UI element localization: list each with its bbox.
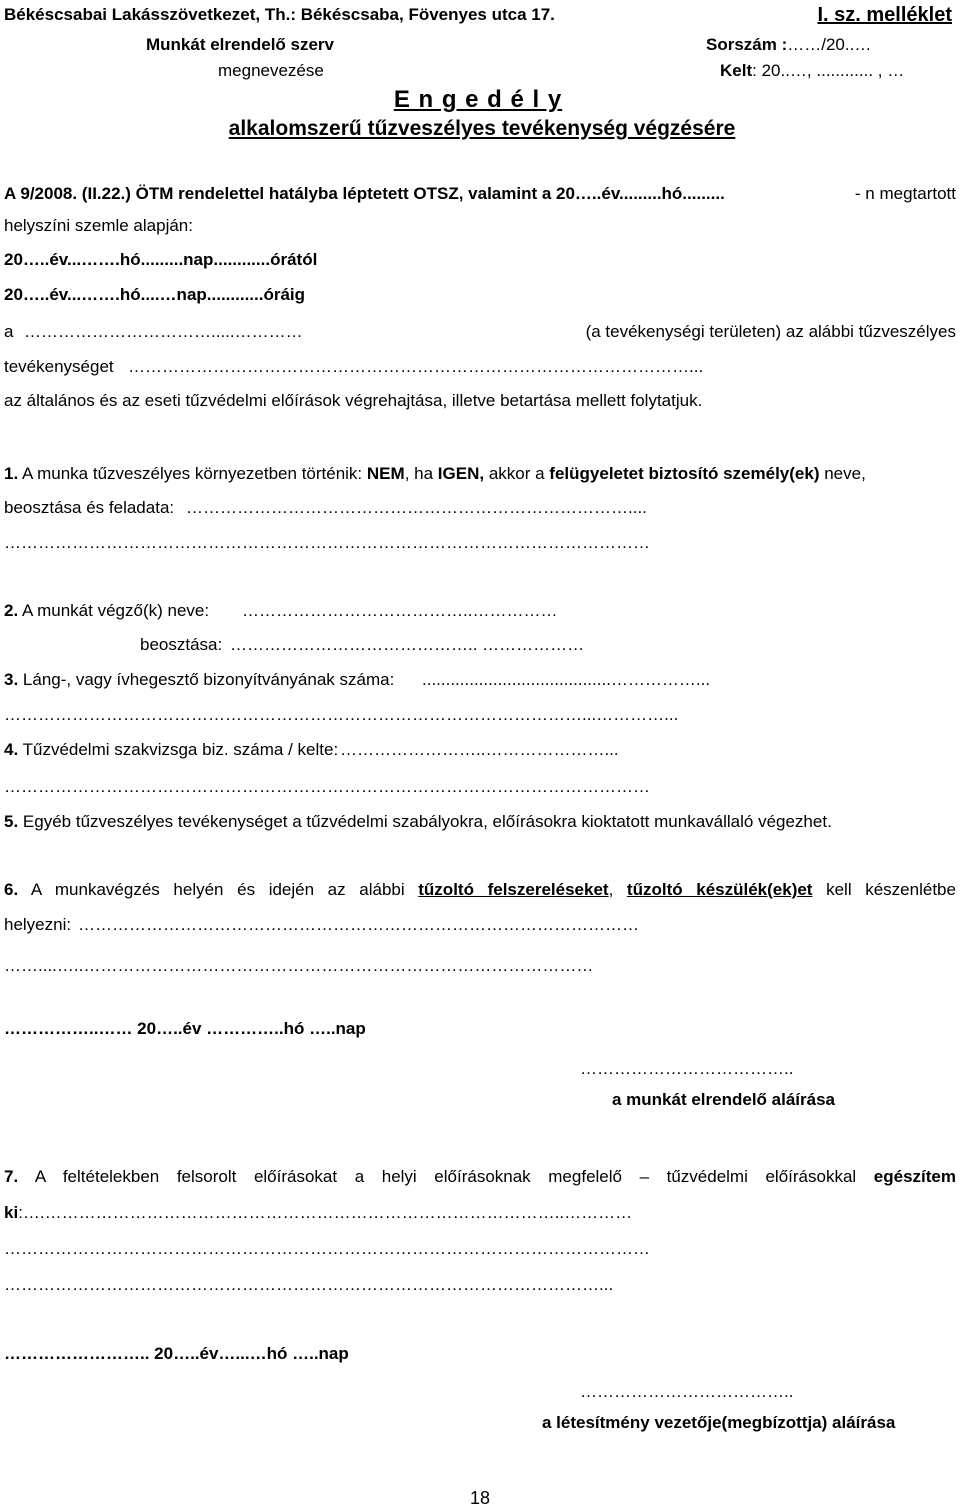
annex-label: I. sz. melléklet: [817, 4, 952, 26]
closing-statement: az általános és az eseti tűzvédelmi előírások végrehajtása, illetve betartása mellett folytatjuk.: [4, 391, 703, 410]
item-1-line-2: beosztása és feladata: ……………………………………………………………………....: [4, 498, 647, 517]
item-7-line-1: 7. A feltételekben felsorolt előírásokat a helyi előírásoknak megfelelő – tűzvédelmi előírásokkal egészítem: [4, 1167, 956, 1186]
signature-1-dots: ………………………………..: [580, 1059, 794, 1078]
item-3-line-1: 3. Láng-, vagy ívhegesztő bizonyítványának száma: ........................................……………...: [4, 670, 711, 689]
item-6-line-3: ……....…..………………………………………………………………………………: [4, 956, 594, 975]
item-1-line-3: ……………………………………………………………………………………………………: [4, 533, 650, 552]
item-3-line-2: …………………………………………………………………………………………...…………...: [4, 705, 679, 724]
signature-2-date: …………………….. 20…..év…...…hó …..nap: [4, 1344, 349, 1363]
activity-line: tevékenységet ………………………………………………………………………………………...: [4, 357, 704, 376]
organization-name: Békéscsabai Lakásszövetkezet, Th.: Békéscsaba, Fövenyes utca 17.: [4, 5, 555, 24]
item-6-line-2: helyezni: ………………………………………………………………………………………: [4, 915, 639, 934]
item-7-line-4: ……………………………………………………………………………………………...: [4, 1275, 614, 1294]
item-1-line-1: 1. A munka tűzveszélyes környezetben történik: NEM, ha IGEN, akkor a felügyeletet biztosító személy(ek) neve,: [4, 464, 866, 483]
signature-1-caption: a munkát elrendelő aláírása: [612, 1090, 835, 1109]
document-title: E n g e d é l y: [393, 86, 563, 113]
issuer-label-2: megnevezése: [218, 61, 324, 80]
document-subtitle: alkalomszerű tűzveszélyes tevékenység végzésére: [228, 117, 736, 140]
intro-line-1: A 9/2008. (II.22.) ÖTM rendelettel hatályba léptetett OTSZ, valamint a 20…..év.........hó......... - n megtartott: [4, 184, 956, 203]
signature-2-caption: a létesítmény vezetője(megbízottja) aláírása: [542, 1413, 896, 1432]
signature-1-date: ……………..…… 20…..év …………..hó …..nap: [4, 1019, 366, 1038]
page-number: 18: [469, 1488, 491, 1508]
item-2-role-line: beosztása: …………………………………….. ………………: [140, 635, 585, 654]
date-field: Kelt: 20..…, ............ , …: [720, 61, 905, 80]
item-5: 5. Egyéb tűzveszélyes tevékenységet a tűzvédelmi szabályokra, előírásokra kioktatott munkavállaló végezhet.: [4, 812, 832, 831]
serial-field: Sorszám :……/20..…: [706, 35, 872, 54]
item-7-line-3: ……………………………………………………………………………………………………: [4, 1239, 650, 1258]
item-7-line-2: ki:….………………………………………………………………………………..…………: [4, 1203, 633, 1222]
area-line: a …………………………….....………… (a tevékenységi területen) az alábbi tűzveszélyes: [4, 322, 956, 341]
from-datetime: 20…..év...…….hó.........nap............órától: [4, 250, 318, 269]
item-2-name-line: 2. A munkát végző(k) neve: …………………………………..……………: [4, 601, 558, 620]
intro-line-2: helyszíni szemle alapján:: [4, 216, 193, 235]
item-4-line-2: ……………………………………………………………………………………………………: [4, 777, 650, 796]
item-4-line-1: 4. Tűzvédelmi szakvizsga biz. száma / kelte: ……………………..…………………...: [4, 740, 619, 759]
signature-2-dots: ………………………………..: [580, 1382, 794, 1401]
issuer-label: Munkát elrendelő szerv: [146, 35, 335, 54]
item-6-line-1: 6. A munkavégzés helyén és idején az alábbi tűzoltó felszereléseket, tűzoltó készülék(ek)et kell készenlétbe: [4, 880, 956, 899]
to-datetime: 20…..év...…….hó....…nap............óráig: [4, 285, 306, 304]
